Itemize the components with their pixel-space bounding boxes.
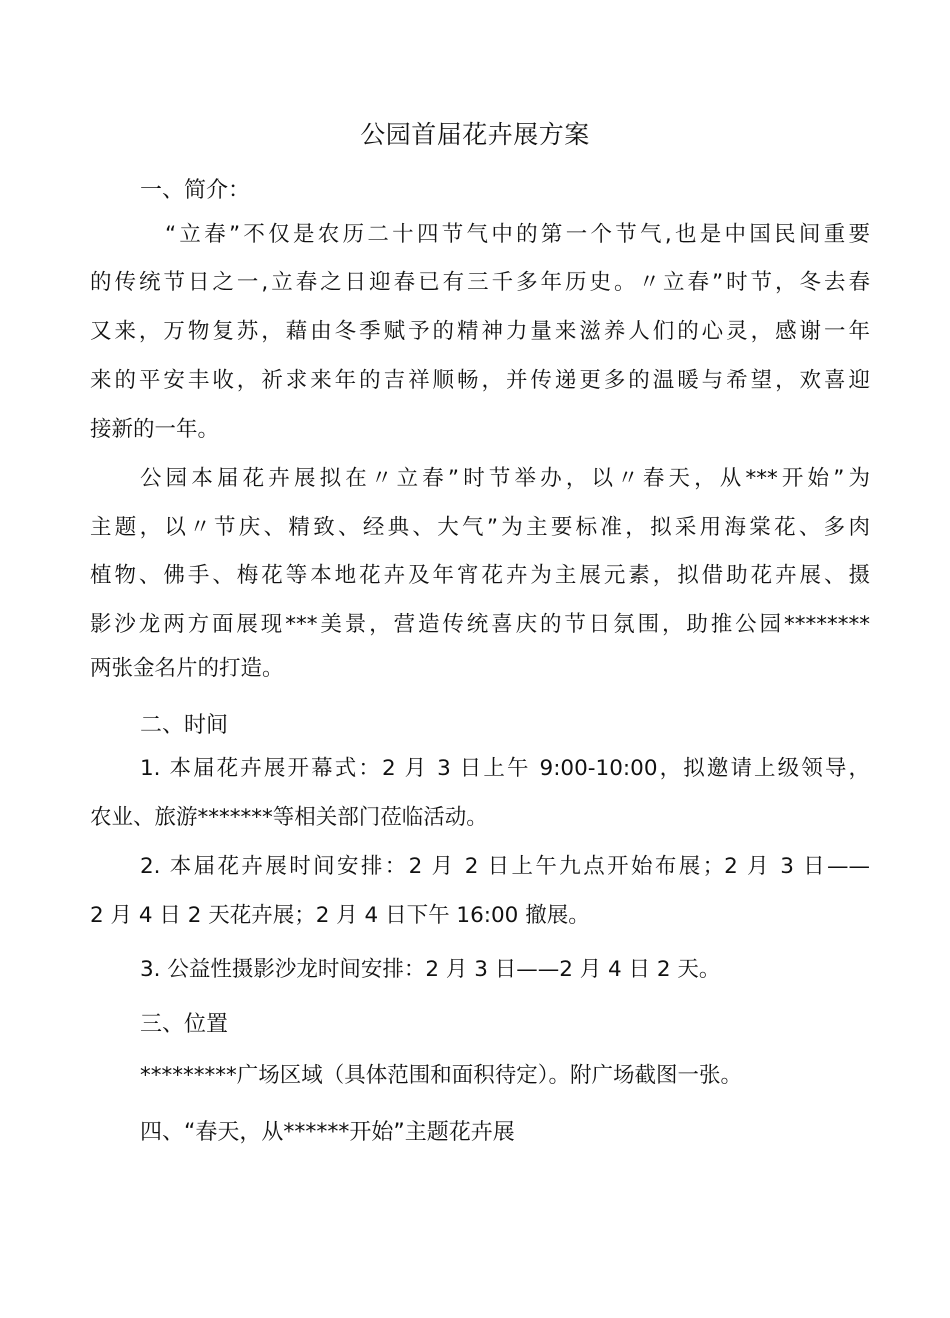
paragraph-line: 两张金名片的打造。 <box>90 656 284 681</box>
paragraph-line: 影沙龙两方面展现***美景，营造传统喜庆的节日氛围，助推公园******** <box>90 612 870 637</box>
list-item-salon: 3. 公益性摄影沙龙时间安排：2 月 3 日——2 月 4 日 2 天。 <box>140 957 721 982</box>
document-title: 公园首届花卉展方案 <box>360 120 590 149</box>
list-item-schedule: 2. 本届花卉展时间安排：2 月 2 日上午九点开始布展；2 月 3 日—— <box>140 854 870 879</box>
paragraph-line: 植物、佛手、梅花等本地花卉及年宵花卉为主展元素，拟借助花卉展、摄 <box>90 563 870 588</box>
paragraph-line: 主题，以〃节庆、精致、经典、大气”为主要标准，拟采用海棠花、多肉 <box>90 515 870 540</box>
paragraph-line: 接新的一年。 <box>90 417 220 442</box>
paragraph-line: 的传统节日之一,立春之日迎春已有三千多年历史。〃立春”时节，冬去春 <box>90 270 870 295</box>
paragraph-line: “立春”不仅是农历二十四节气中的第一个节气,也是中国民间重要 <box>165 222 870 247</box>
section-heading-theme-exhibition: 四、“春天，从******开始”主题花卉展 <box>140 1120 515 1145</box>
section-heading-intro: 一、简介： <box>140 178 251 203</box>
section-heading-time: 二、时间 <box>140 713 229 738</box>
paragraph-line: 又来，万物复苏，藉由冬季赋予的精神力量来滋养人们的心灵，感谢一年 <box>90 319 870 344</box>
location-text: *********广场区域（具体范围和面积待定）。附广场截图一张。 <box>140 1063 743 1088</box>
section-heading-location: 三、位置 <box>140 1012 229 1037</box>
list-item-opening-cont: 农业、旅游*******等相关部门莅临活动。 <box>90 805 488 830</box>
list-item-opening: 1. 本届花卉展开幕式：2 月 3 日上午 9:00-10:00，拟邀请上级领导， <box>140 756 870 781</box>
list-item-schedule-cont: 2 月 4 日 2 天花卉展；2 月 4 日下午 16:00 撤展。 <box>90 903 590 928</box>
paragraph-line: 公园本届花卉展拟在〃立春”时节举办，以〃春天，从***开始”为 <box>140 466 870 491</box>
paragraph-line: 来的平安丰收，祈求来年的吉祥顺畅，并传递更多的温暖与希望，欢喜迎 <box>90 368 870 393</box>
